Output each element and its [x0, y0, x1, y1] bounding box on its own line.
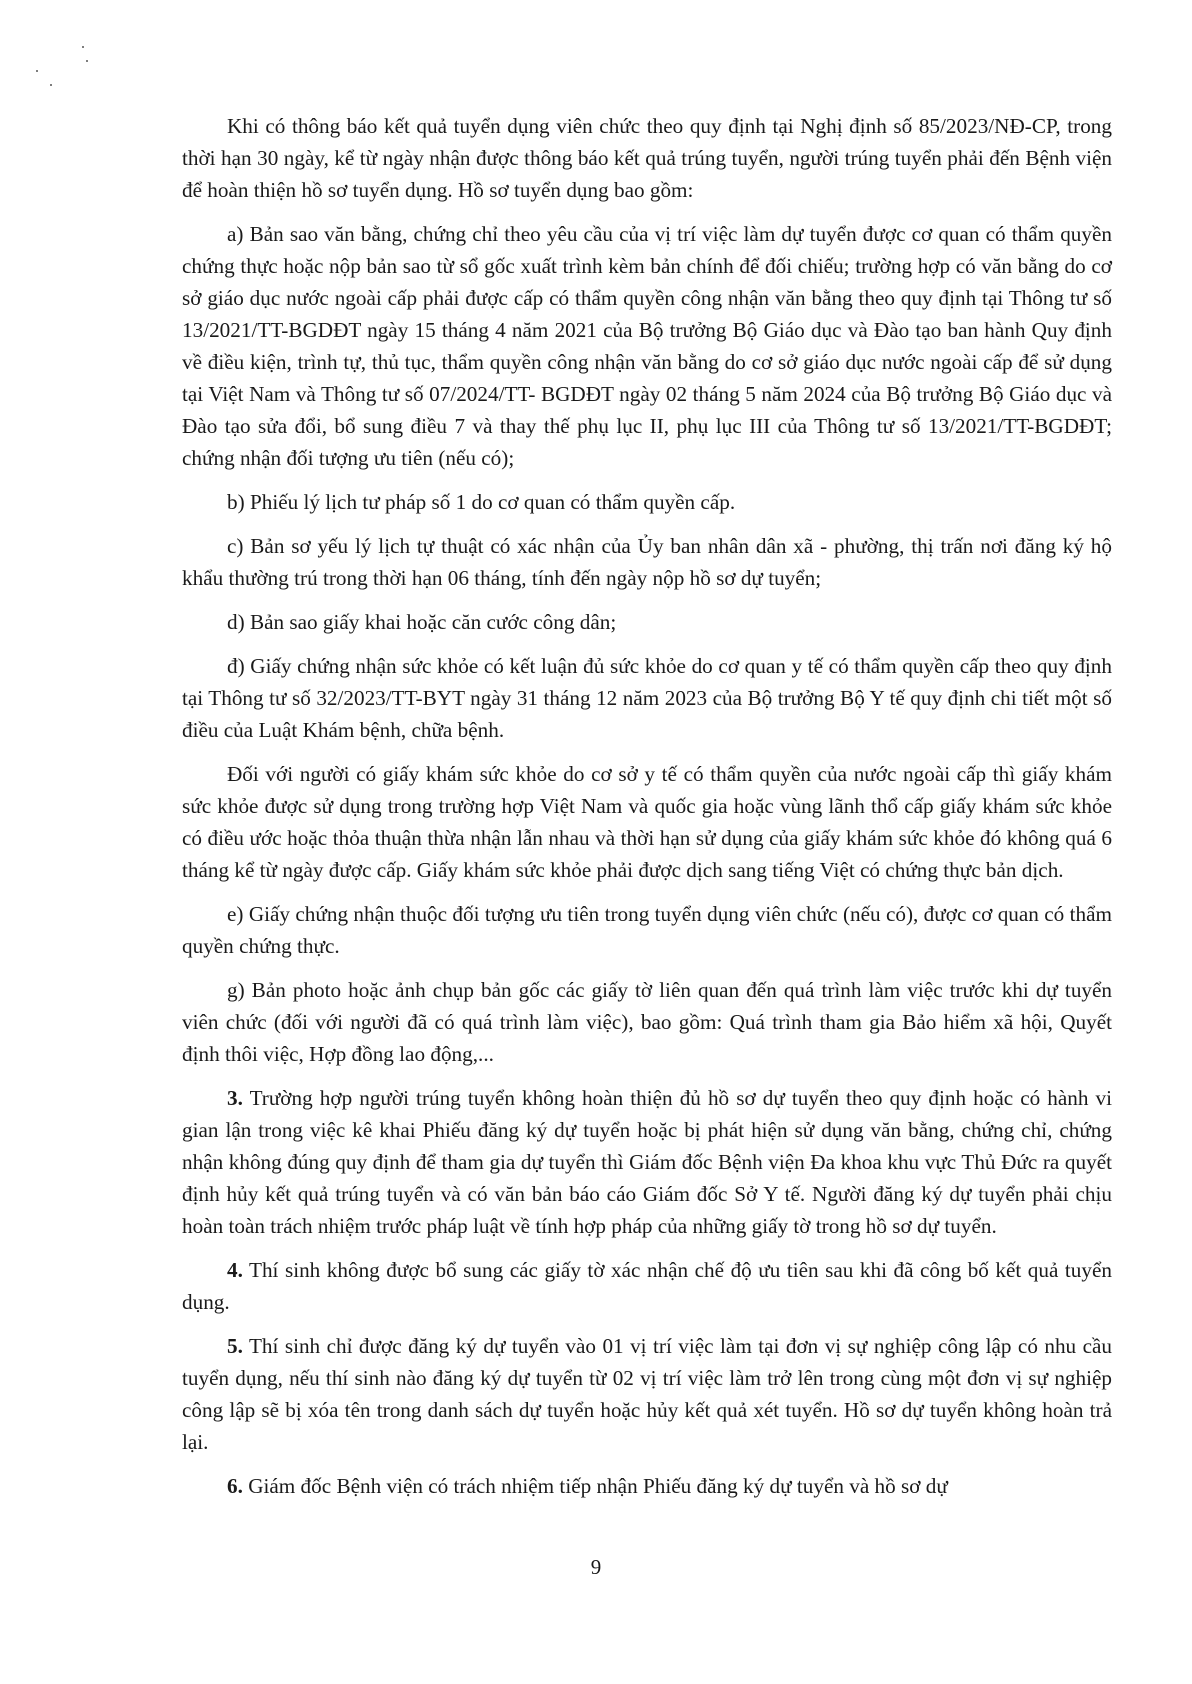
paragraph-text: Thí sinh chỉ được đăng ký dự tuyển vào 01 vị trí việc làm tại đơn vị sự nghiệp công lập có nhu cầu tuyển dụng, nếu thí sinh nào đăng ký dự tuyển từ 02 vị trí việc làm trở lên trong cùng một đơn vị sự nghiệp công lập sẽ bị xóa tên trong danh sách dự tuyển hoặc hủy kết quả xét tuyển. Hồ sơ dự tuyển không hoàn trả lại.	[182, 1334, 1112, 1454]
paragraph-b	[182, 486, 1112, 518]
paragraph-foreign-health-cert	[182, 758, 1112, 886]
paragraph-e	[182, 898, 1112, 962]
paragraph-c	[182, 530, 1112, 594]
paragraph-3	[182, 1082, 1112, 1242]
paragraph-number: 5.	[227, 1334, 243, 1358]
paragraph-text: g) Bản photo hoặc ảnh chụp bản gốc các giấy tờ liên quan đến quá trình làm việc trước khi dự tuyển viên chức (đối với người đã có quá trình làm việc), bao gồm: Quá trình tham gia Bảo hiểm xã hội, Quyết định thôi việc, Hợp đồng lao động,...	[182, 978, 1112, 1066]
scan-speck	[82, 46, 84, 48]
paragraph-intro	[182, 110, 1112, 206]
paragraph-g	[182, 974, 1112, 1070]
paragraph-text: Khi có thông báo kết quả tuyển dụng viên chức theo quy định tại Nghị định số 85/2023/NĐ-CP, trong thời hạn 30 ngày, kể từ ngày nhận được thông báo kết quả trúng tuyển, người trúng tuyển phải đến Bệnh viện để hoàn thiện hồ sơ tuyển dụng. Hồ sơ tuyển dụng bao gồm:	[182, 114, 1112, 202]
paragraph-a	[182, 218, 1112, 474]
paragraph-number: 4.	[227, 1258, 243, 1282]
paragraph-text: đ) Giấy chứng nhận sức khỏe có kết luận đủ sức khỏe do cơ quan y tế có thẩm quyền cấp theo quy định tại Thông tư số 32/2023/TT-BYT ngày 31 tháng 12 năm 2023 của Bộ trưởng Bộ Y tế quy định chi tiết một số điều của Luật Khám bệnh, chữa bệnh.	[182, 654, 1112, 742]
paragraph-4	[182, 1254, 1112, 1318]
paragraph-text: Giám đốc Bệnh viện có trách nhiệm tiếp nhận Phiếu đăng ký dự tuyển và hồ sơ dự	[242, 1474, 948, 1498]
paragraph-number: 3.	[227, 1086, 243, 1110]
paragraph-text: Trường hợp người trúng tuyển không hoàn thiện đủ hồ sơ dự tuyển theo quy định hoặc có hành vi gian lận trong việc kê khai Phiếu đăng ký dự tuyển hoặc bị phát hiện sử dụng văn bằng, chứng chỉ, chứng nhận không đúng quy định để tham gia dự tuyển thì Giám đốc Bệnh viện Đa khoa khu vực Thủ Đức ra quyết định hủy kết quả trúng tuyển và có văn bản báo cáo Giám đốc Sở Y tế. Người đăng ký dự tuyển phải chịu hoàn toàn trách nhiệm trước pháp luật về tính hợp pháp của những giấy tờ trong hồ sơ dự tuyển.	[182, 1086, 1112, 1238]
page-number: 9	[590, 1555, 602, 1579]
paragraph-text: Thí sinh không được bổ sung các giấy tờ xác nhận chế độ ưu tiên sau khi đã công bố kết quả tuyển dụng.	[182, 1258, 1112, 1314]
paragraph-text: d) Bản sao giấy khai hoặc căn cước công dân;	[227, 610, 617, 634]
paragraph-5	[182, 1330, 1112, 1458]
paragraph-d	[182, 606, 1112, 638]
scan-speck	[36, 70, 38, 72]
paragraph-text: a) Bản sao văn bằng, chứng chỉ theo yêu cầu của vị trí việc làm dự tuyển được cơ quan có thẩm quyền chứng thực hoặc nộp bản sao từ sổ gốc xuất trình kèm bản chính để đối chiếu; trường hợp có văn bằng do cơ sở giáo dục nước ngoài cấp phải được cấp có thẩm quyền công nhận văn bằng theo quy định tại Thông tư số 13/2021/TT-BGDĐT ngày 15 tháng 4 năm 2021 của Bộ trưởng Bộ Giáo dục và Đào tạo ban hành Quy định về điều kiện, trình tự, thủ tục, thẩm quyền công nhận văn bằng do cơ sở giáo dục nước ngoài cấp để sử dụng tại Việt Nam và Thông tư số 07/2024/TT- BGDĐT ngày 02 tháng 5 năm 2024 của Bộ trưởng Bộ Giáo dục và Đào tạo sửa đổi, bổ sung điều 7 và thay thế phụ lục II, phụ lục III của Thông tư số 13/2021/TT-BGDĐT; chứng nhận đối tượng ưu tiên (nếu có);	[182, 222, 1112, 470]
scan-speck	[86, 60, 88, 62]
paragraph-text: c) Bản sơ yếu lý lịch tự thuật có xác nhận của Ủy ban nhân dân xã - phường, thị trấn nơi đăng ký hộ khẩu thường trú trong thời hạn 06 tháng, tính đến ngày nộp hồ sơ dự tuyển;	[182, 534, 1112, 590]
paragraph-dd	[182, 650, 1112, 746]
scan-speck	[50, 84, 52, 86]
paragraph-text: b) Phiếu lý lịch tư pháp số 1 do cơ quan có thẩm quyền cấp.	[227, 490, 736, 514]
document-page	[182, 110, 1112, 1502]
paragraph-6	[182, 1470, 1112, 1502]
paragraph-number: 6.	[227, 1474, 243, 1498]
paragraph-text: e) Giấy chứng nhận thuộc đối tượng ưu tiên trong tuyển dụng viên chức (nếu có), được cơ quan có thẩm quyền chứng thực.	[182, 902, 1112, 958]
paragraph-text: Đối với người có giấy khám sức khỏe do cơ sở y tế có thẩm quyền của nước ngoài cấp thì giấy khám sức khỏe được sử dụng trong trường hợp Việt Nam và quốc gia hoặc vùng lãnh thổ cấp giấy khám sức khỏe có điều ước hoặc thỏa thuận thừa nhận lẫn nhau và thời hạn sử dụng của giấy khám sức khỏe đó không quá 6 tháng kể từ ngày được cấp. Giấy khám sức khỏe phải được dịch sang tiếng Việt có chứng thực bản dịch.	[182, 762, 1112, 882]
